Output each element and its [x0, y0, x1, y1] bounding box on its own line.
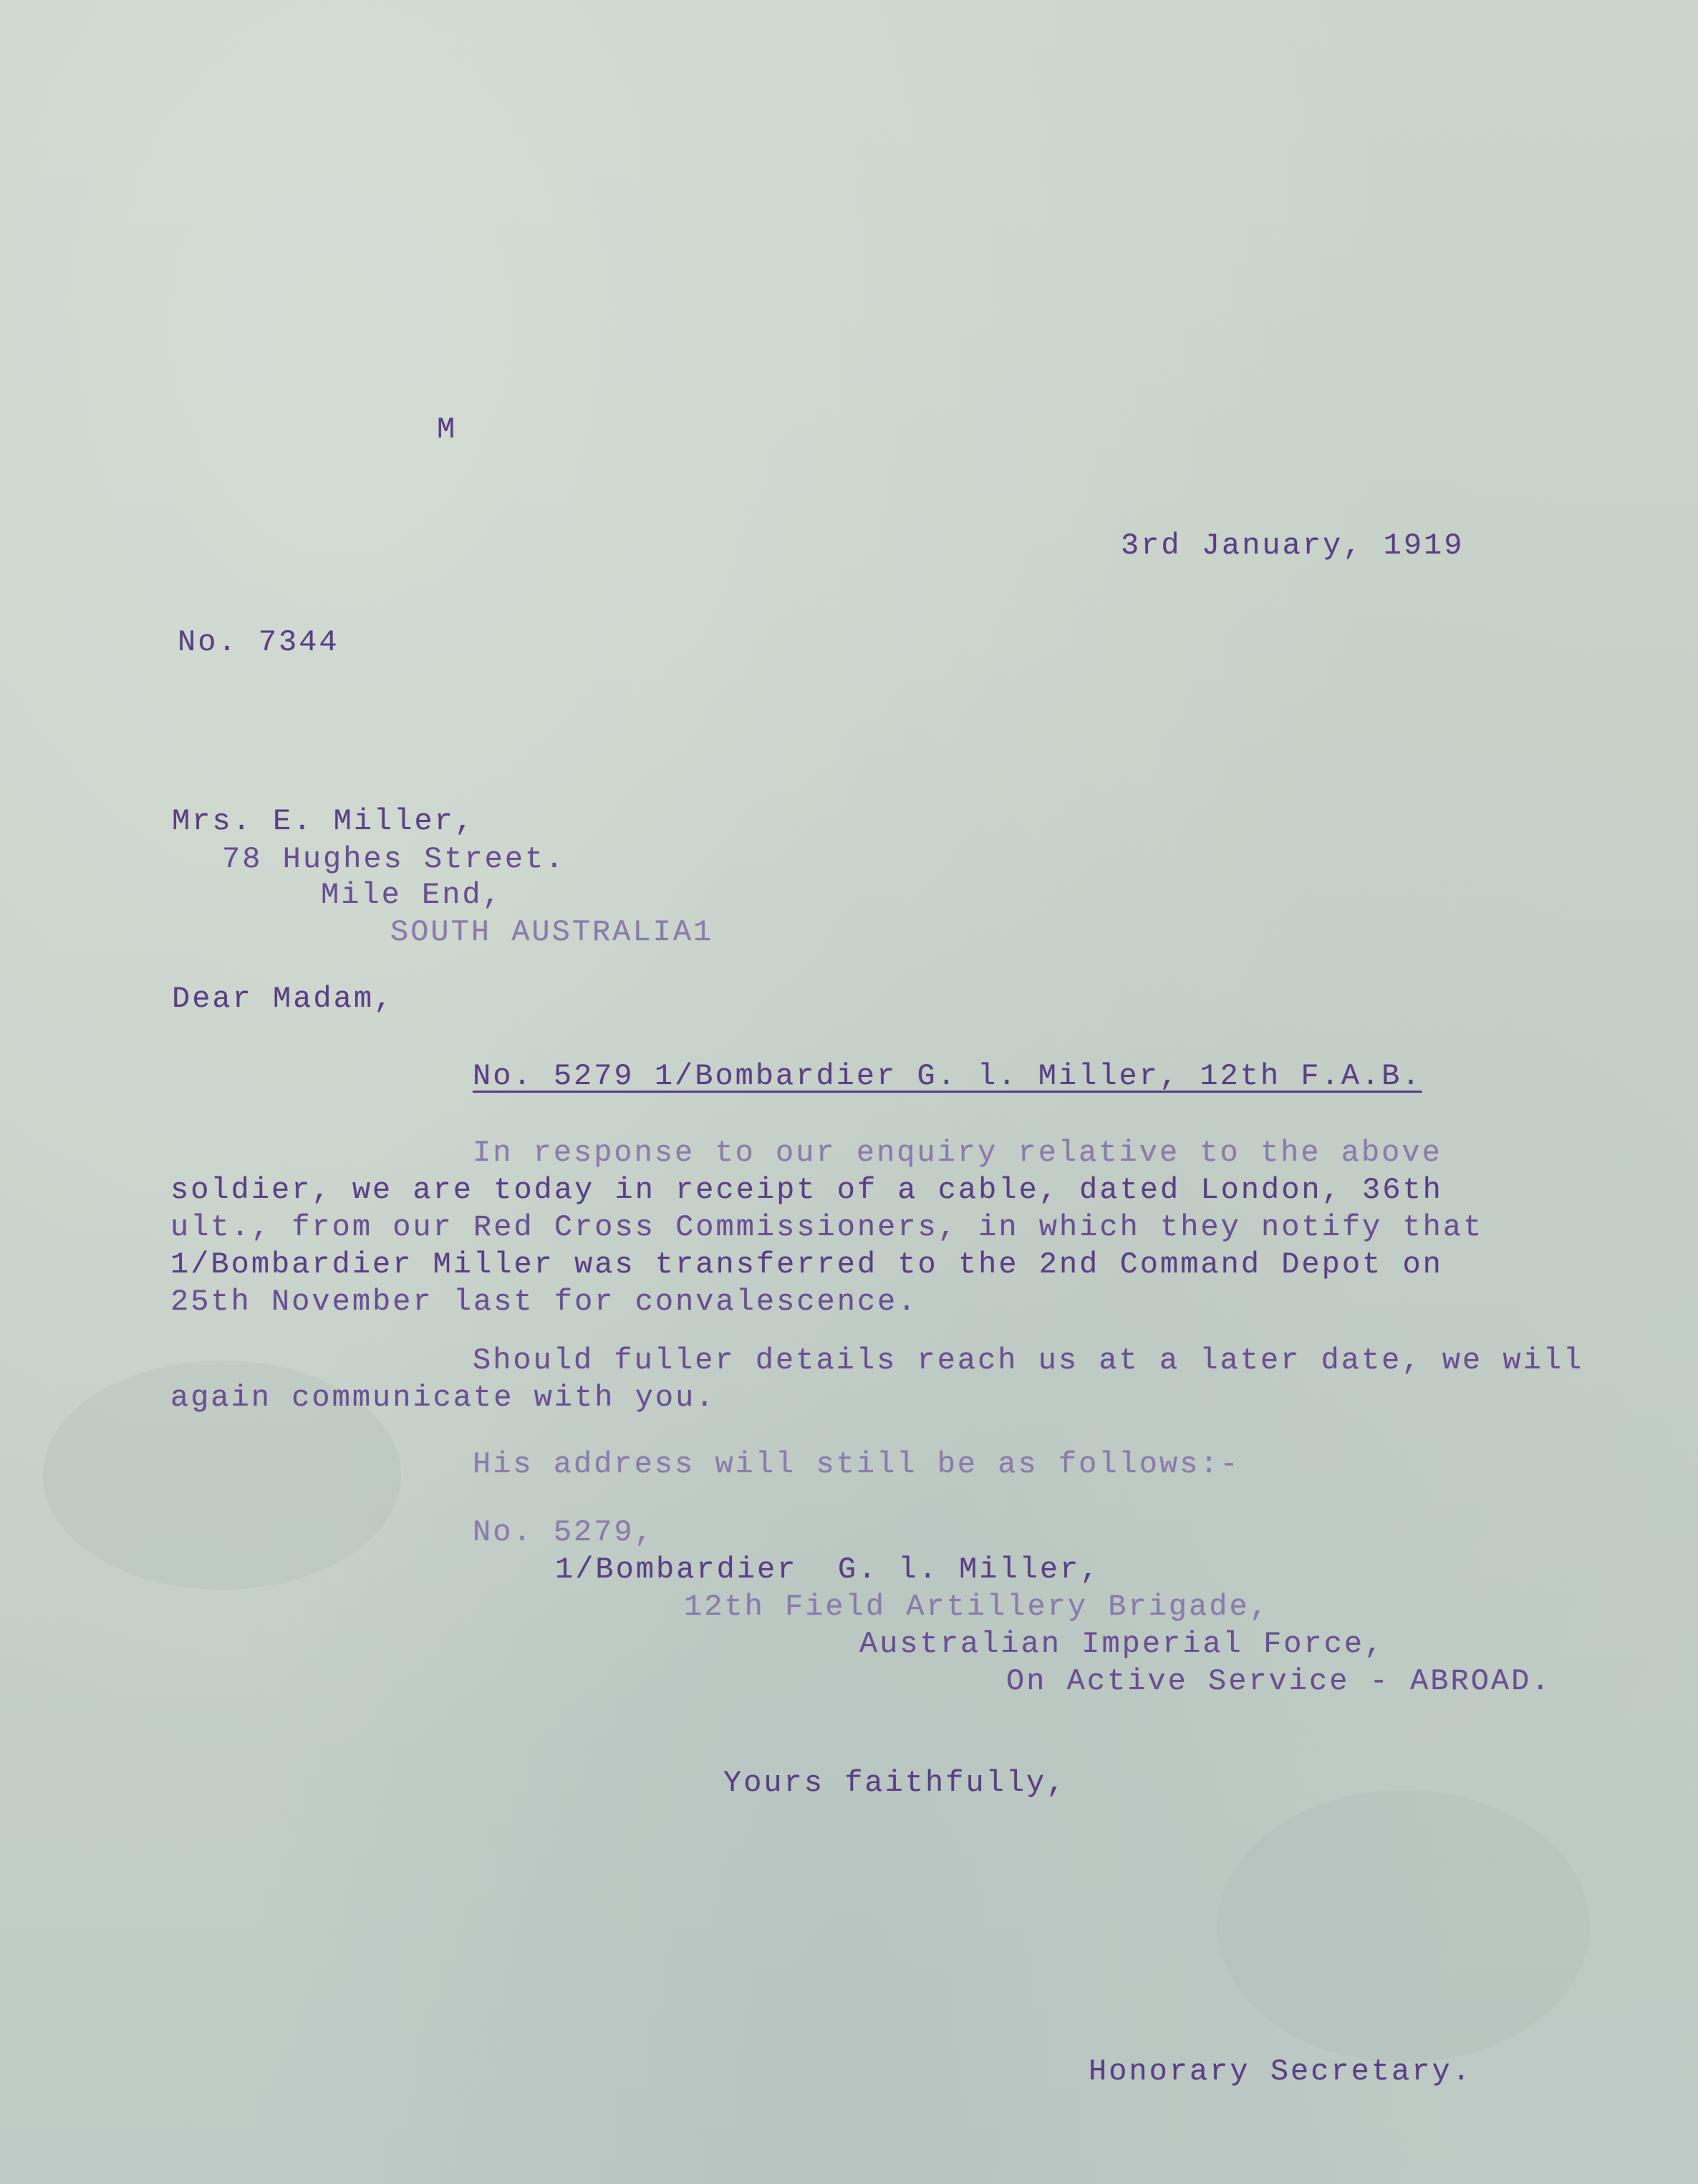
paragraph-line: 25th November last for convalescence. — [170, 1285, 918, 1319]
paper-stain — [1217, 1790, 1590, 2062]
address-line: Australian Imperial Force, — [859, 1627, 1385, 1661]
reference-number: No. 7344 — [178, 625, 339, 659]
address-line: No. 5279, — [473, 1515, 655, 1550]
paragraph-line: again communicate with you. — [170, 1381, 716, 1415]
recipient-suburb: Mile End, — [321, 878, 503, 912]
letter-date: 3rd January, 1919 — [1121, 528, 1465, 563]
closing: Yours faithfully, — [723, 1766, 1067, 1800]
recipient-name: Mrs. E. Miller, — [172, 804, 476, 839]
salutation: Dear Madam, — [172, 982, 395, 1016]
recipient-state: SOUTH AUSTRALIA1 — [390, 915, 714, 950]
paragraph-line: ult., from our Red Cross Commissioners, in which they notify that — [170, 1210, 1484, 1245]
address-intro: His address will still be as follows:- — [473, 1447, 1240, 1482]
recipient-street: 78 Hughes Street. — [222, 842, 566, 876]
paragraph-line: Should fuller details reach us at a later date, we will — [473, 1343, 1584, 1378]
signature-title: Honorary Secretary. — [1089, 2054, 1472, 2089]
address-line: 12th Field Artillery Brigade, — [684, 1590, 1270, 1624]
paragraph-line: In response to our enquiry relative to the above — [473, 1136, 1442, 1170]
paragraph-line: 1/Bombardier Miller was transferred to the 2nd Command Depot on — [170, 1247, 1443, 1282]
paragraph-line: soldier, we are today in receipt of a cable, dated London, 36th — [170, 1173, 1443, 1207]
address-line: On Active Service - ABROAD. — [1006, 1664, 1552, 1699]
file-mark: M — [437, 412, 458, 447]
address-line: 1/Bombardier G. l. Miller, — [555, 1552, 1101, 1587]
subject-line: No. 5279 1/Bombardier G. l. Miller, 12th F.A.B. — [473, 1059, 1422, 1093]
